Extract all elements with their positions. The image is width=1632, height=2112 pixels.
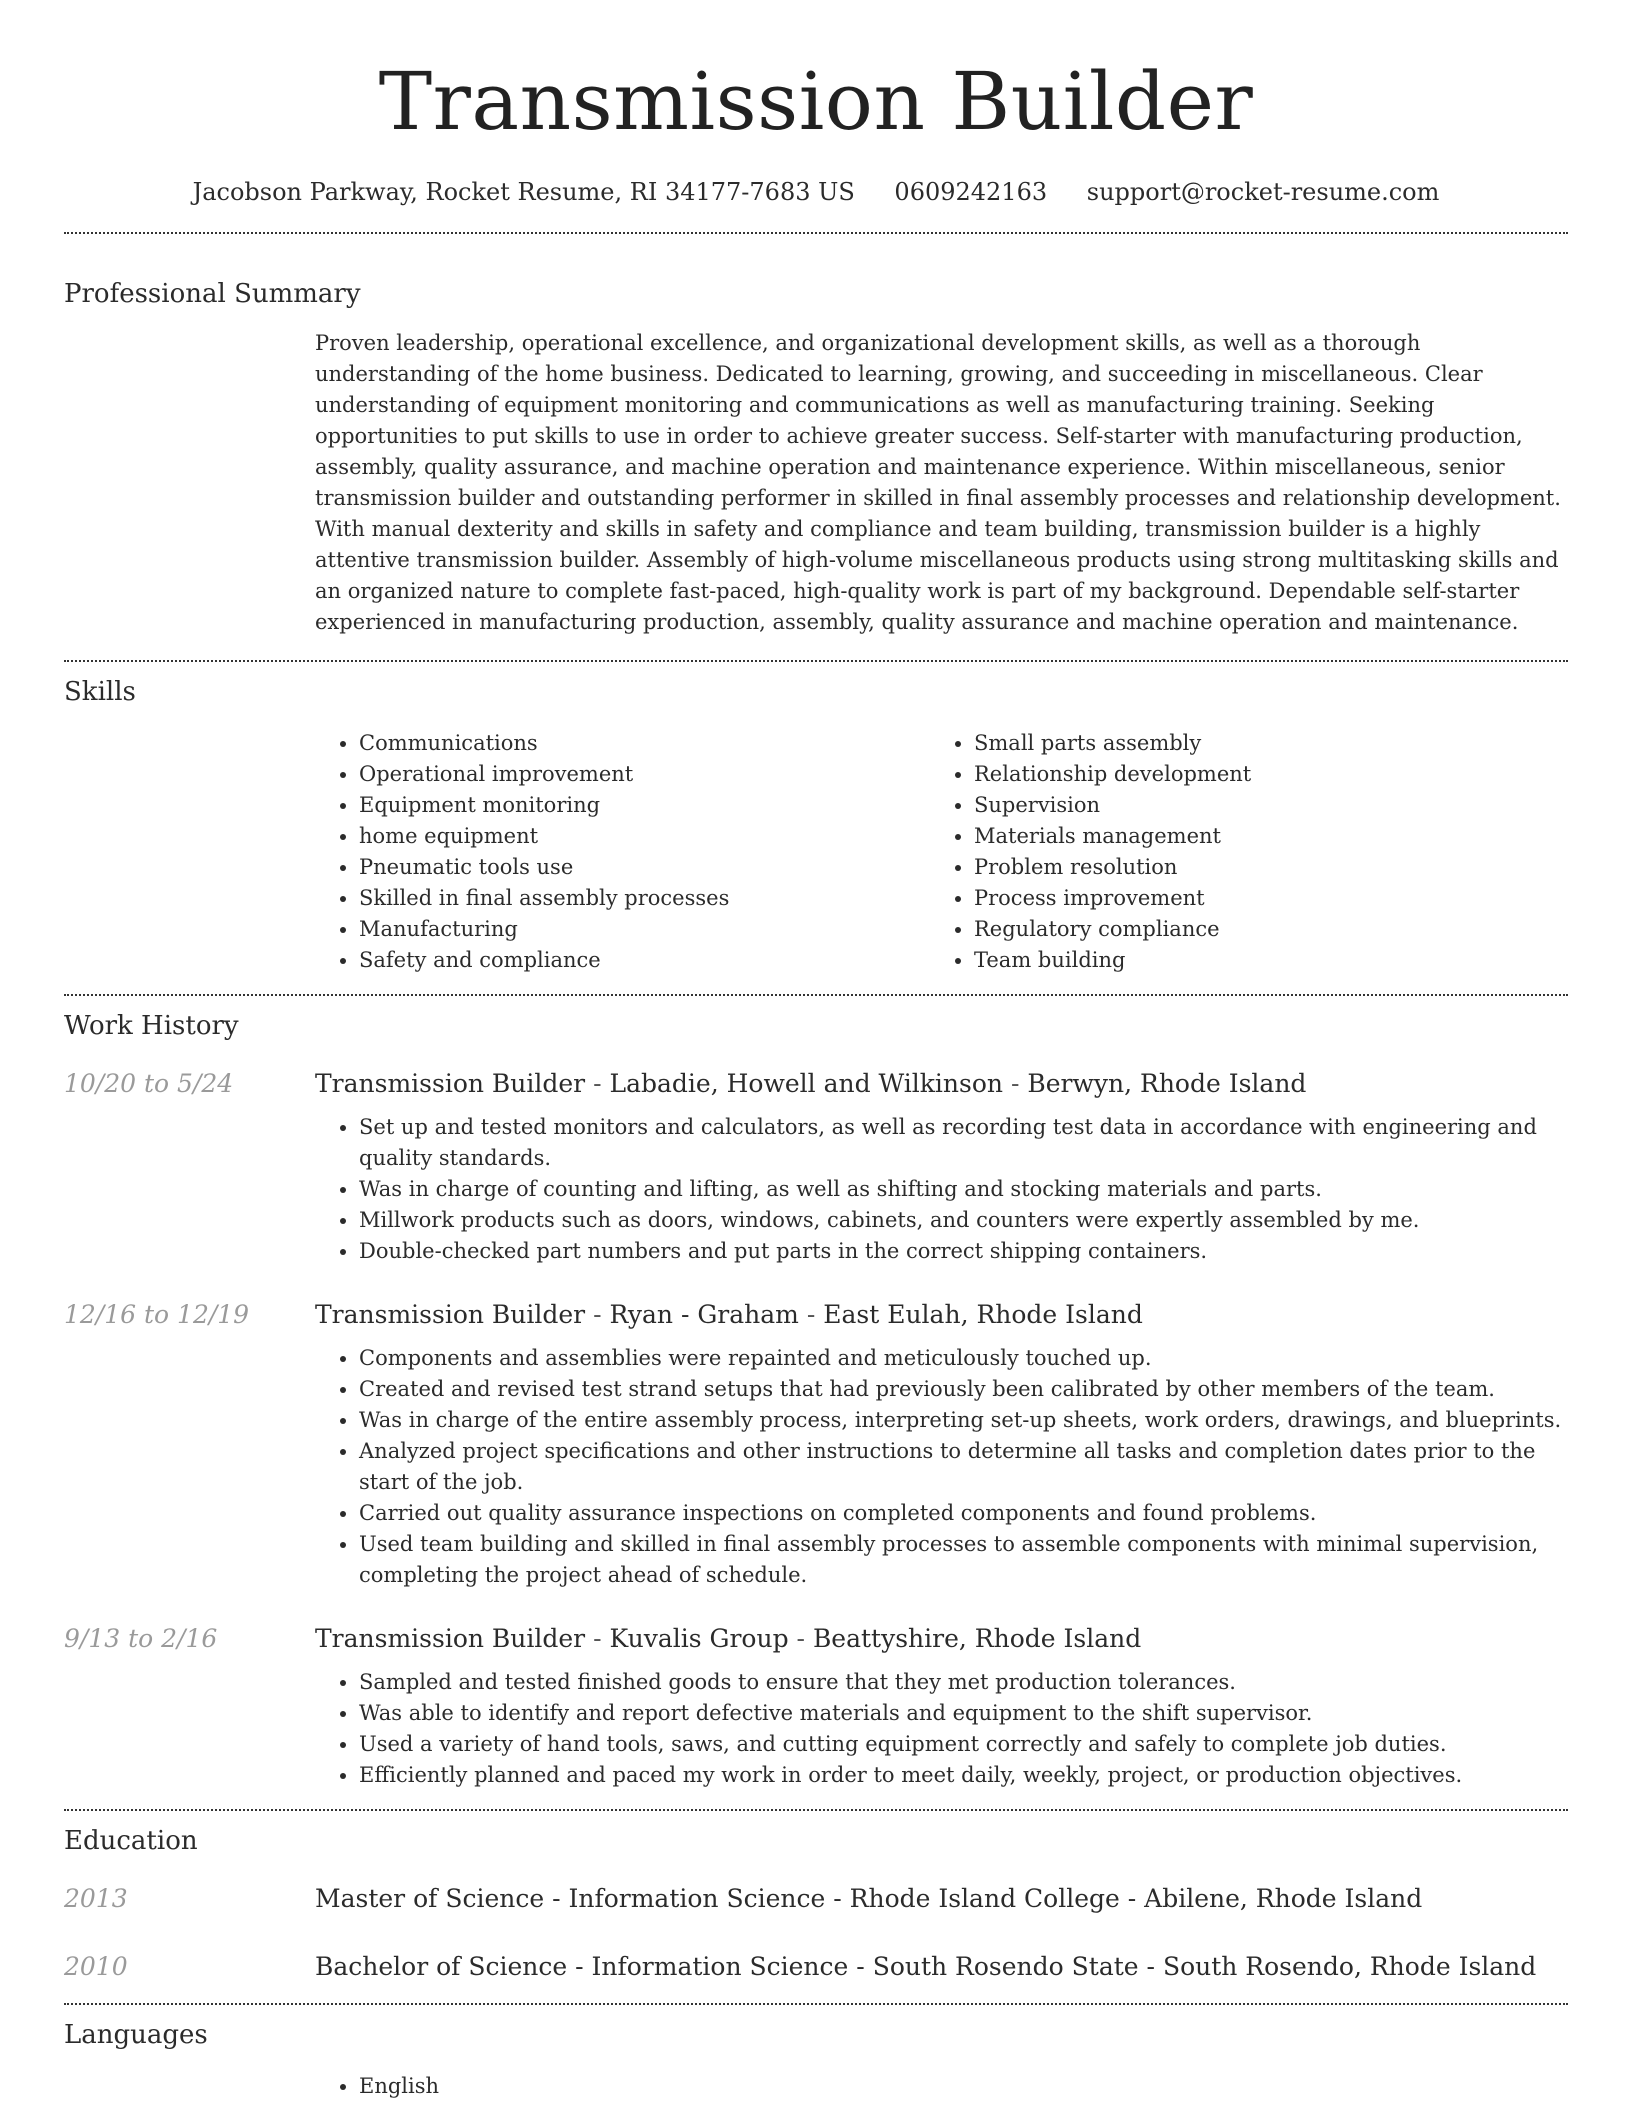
- section-divider: [64, 232, 1568, 234]
- skills-heading: Skills: [64, 677, 136, 707]
- languages-heading: Languages: [64, 2020, 208, 2050]
- job-role: Transmission Builder: [315, 1300, 586, 1329]
- job-bullet: • Was in charge of counting and lifting, as well as shifting and stocking materials and parts.: [359, 1174, 1568, 1205]
- skill-item: • Problem resolution: [974, 852, 1545, 883]
- skills-list-left: [315, 728, 930, 976]
- summary-heading: Professional Summary: [64, 279, 361, 309]
- job-company: Labadie, Howell and Wilkinson: [609, 1069, 1004, 1098]
- job-bullet: • Sampled and tested finished goods to ensure that they met production tolerances.: [359, 1667, 1568, 1698]
- skill-item: • Skilled in final assembly processes: [359, 883, 930, 914]
- summary-text: Proven leadership, operational excellence, and organizational development skills, as well as a thorough understanding of the home business. Dedicated to learning, growing, and succeeding in miscellaneous. Clear understanding of equipment monitoring and communications as well as manufacturing training. Seeking opportunities to put skills to use in order to achieve greater success. Self-starter with manufacturing production, assembly, quality assurance, and machine operation and maintenance experience. Within miscellaneous, senior transmission builder and outstanding performer in skilled in final assembly processes and relationship development. With manual dexterity and skills in safety and compliance and team building, transmission builder is a highly attentive transmission builder. Assembly of high-volume miscellaneous products using strong multitasking skills and an organized nature to complete fast-paced, high-quality work is part of my background. Dependable self-starter experienced in manufacturing production, assembly, quality assurance and machine operation and maintenance.: [315, 331, 1561, 634]
- skill-item: • Relationship development: [974, 759, 1545, 790]
- job-title: Transmission Builder - Ryan - Graham - East Eulah, Rhode Island: [315, 1300, 1143, 1329]
- skill-item: • Team building: [974, 945, 1545, 976]
- contact-email: support@rocket-resume.com: [1086, 178, 1440, 206]
- skill-item: • Supervision: [974, 790, 1545, 821]
- resume-name: Transmission Builder: [378, 55, 1254, 148]
- job-dates: 10/20 to 5/24: [64, 1069, 234, 1098]
- education-location: Abilene, Rhode Island: [1144, 1884, 1423, 1913]
- education-field: Information Science: [568, 1884, 826, 1913]
- job-dates: 9/13 to 2/16: [64, 1624, 218, 1653]
- job-bullet: • Created and revised test strand setups that had previously been calibrated by other members of the team.: [359, 1374, 1568, 1405]
- job-bullet: • Used a variety of hand tools, saws, and cutting equipment correctly and safely to complete job duties.: [359, 1729, 1568, 1760]
- job-bullets: [315, 1112, 1568, 1267]
- job-bullet: • Was able to identify and report defective materials and equipment to the shift supervisor.: [359, 1698, 1568, 1729]
- contact-address: Jacobson Parkway, Rocket Resume, RI 34177-7683 US: [192, 178, 855, 206]
- job-location: East Eulah, Rhode Island: [823, 1300, 1143, 1329]
- job-location: Berwyn, Rhode Island: [1027, 1069, 1307, 1098]
- section-divider: [64, 994, 1568, 996]
- education-year: 2013: [64, 1884, 128, 1913]
- job-bullet: • Was in charge of the entire assembly process, interpreting set-up sheets, work orders, drawings, and blueprints.: [359, 1405, 1568, 1436]
- language-item: • English: [359, 2071, 930, 2102]
- job-bullet: • Carried out quality assurance inspections on completed components and found problems.: [359, 1498, 1568, 1529]
- job-bullet: • Millwork products such as doors, windows, cabinets, and counters were expertly assembled by me.: [359, 1205, 1568, 1236]
- languages-section: [64, 2017, 1568, 2102]
- education-degree: Master of Science: [315, 1884, 545, 1913]
- work-history-section: [64, 1008, 1568, 1791]
- education-school: South Rosendo State: [872, 1952, 1139, 1981]
- education-section: [64, 1823, 1568, 1985]
- section-divider: [64, 1809, 1568, 1811]
- contact-phone: 0609242163: [894, 178, 1048, 206]
- job-role: Transmission Builder: [315, 1624, 586, 1653]
- job-role: Transmission Builder: [315, 1069, 586, 1098]
- skill-item: • Pneumatic tools use: [359, 852, 930, 883]
- education-details: Master of Science - Information Science - Rhode Island College - Abilene, Rhode Island: [315, 1884, 1423, 1913]
- education-entry: [64, 1881, 1568, 1917]
- job-bullet: • Components and assemblies were repainted and meticulously touched up.: [359, 1343, 1568, 1374]
- contact-line: [64, 174, 1568, 210]
- education-field: Information Science: [591, 1952, 849, 1981]
- job-location: Beattyshire, Rhode Island: [812, 1624, 1142, 1653]
- education-school: Rhode Island College: [849, 1884, 1120, 1913]
- job-entry: [64, 1066, 1568, 1267]
- job-title: Transmission Builder - Kuvalis Group - Beattyshire, Rhode Island: [315, 1624, 1142, 1653]
- job-company: Ryan - Graham: [609, 1300, 799, 1329]
- job-company: Kuvalis Group: [609, 1624, 789, 1653]
- education-details: Bachelor of Science - Information Science - South Rosendo State - South Rosendo, Rhode Island: [315, 1952, 1537, 1981]
- skill-item: • Small parts assembly: [974, 728, 1545, 759]
- languages-list: [315, 2071, 930, 2102]
- skill-item: • Communications: [359, 728, 930, 759]
- skill-item: • Equipment monitoring: [359, 790, 930, 821]
- skill-item: • home equipment: [359, 821, 930, 852]
- skill-item: • Process improvement: [974, 883, 1545, 914]
- job-bullet: • Efficiently planned and paced my work in order to meet daily, weekly, project, or production objectives.: [359, 1760, 1568, 1791]
- job-bullets: [315, 1343, 1568, 1591]
- resume-page: [64, 0, 1568, 2102]
- education-location: South Rosendo, Rhode Island: [1162, 1952, 1537, 1981]
- job-bullet: • Used team building and skilled in final assembly processes to assemble components with minimal supervision, completing the project ahead of schedule.: [359, 1529, 1568, 1591]
- job-bullets: [315, 1667, 1568, 1791]
- job-title: Transmission Builder - Labadie, Howell and Wilkinson - Berwyn, Rhode Island: [315, 1069, 1307, 1098]
- education-entry: [64, 1949, 1568, 1985]
- skills-list-right: [930, 728, 1545, 976]
- job-entry: [64, 1297, 1568, 1591]
- skill-item: • Safety and compliance: [359, 945, 930, 976]
- section-divider: [64, 2003, 1568, 2005]
- job-bullet: • Double-checked part numbers and put parts in the correct shipping containers.: [359, 1236, 1568, 1267]
- skill-item: • Manufacturing: [359, 914, 930, 945]
- skills-section: [64, 674, 1568, 976]
- job-bullet: • Analyzed project specifications and other instructions to determine all tasks and completion dates prior to the start of the job.: [359, 1436, 1568, 1498]
- skills-grid: [315, 728, 1568, 976]
- work-history-heading: Work History: [64, 1011, 239, 1041]
- skill-item: • Materials management: [974, 821, 1545, 852]
- education-year: 2010: [64, 1952, 128, 1981]
- education-degree: Bachelor of Science: [315, 1952, 568, 1981]
- education-heading: Education: [64, 1826, 198, 1856]
- section-divider: [64, 660, 1568, 662]
- job-entry: [64, 1621, 1568, 1791]
- summary-section: [64, 276, 1568, 638]
- job-bullet: • Set up and tested monitors and calculators, as well as recording test data in accordance with engineering and quality standards.: [359, 1112, 1568, 1174]
- skill-item: • Operational improvement: [359, 759, 930, 790]
- job-dates: 12/16 to 12/19: [64, 1300, 250, 1329]
- skill-item: • Regulatory compliance: [974, 914, 1545, 945]
